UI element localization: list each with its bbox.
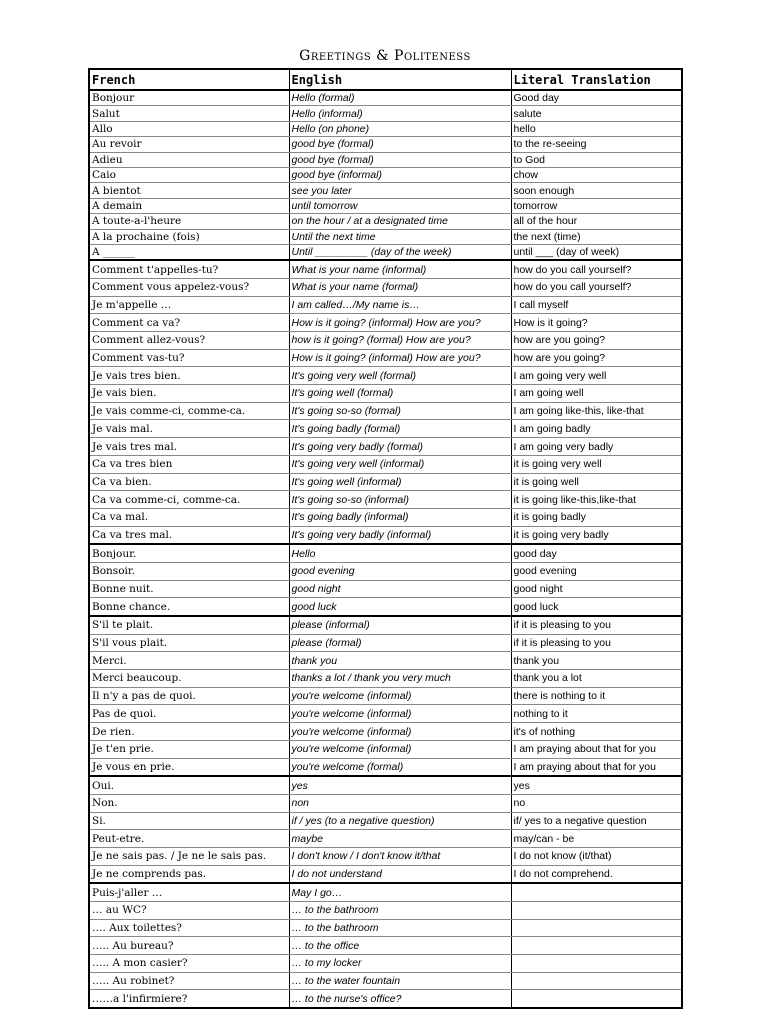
english-cell: see you later [289, 183, 511, 198]
literal-translation-cell: may/can - be [511, 830, 682, 848]
french-cell: A toute-a-l'heure [89, 214, 289, 229]
table-row [89, 526, 682, 544]
table-row [89, 616, 682, 634]
french-cell: Comment vas-tu? [89, 349, 289, 367]
literal-translation-cell: Good day [511, 90, 682, 106]
english-cell: please (formal) [289, 634, 511, 652]
french-cell: Bonne chance. [89, 598, 289, 616]
table-row [89, 883, 682, 901]
table-row [89, 562, 682, 580]
french-cell: Je ne sais pas. / Je ne le sais pas. [89, 847, 289, 865]
english-cell: maybe [289, 830, 511, 848]
literal-translation-cell: to the re-seeing [511, 137, 682, 152]
table-row [89, 332, 682, 350]
table-row [89, 420, 682, 438]
english-cell: It's going badly (formal) [289, 420, 511, 438]
literal-translation-cell: it is going well [511, 473, 682, 491]
english-cell: It's going very badly (formal) [289, 438, 511, 456]
literal-translation-cell: I am going well [511, 385, 682, 403]
french-cell: Je t'en prie. [89, 740, 289, 758]
literal-translation-cell: I am going very well [511, 367, 682, 385]
french-cell: Puis-j'aller … [89, 883, 289, 901]
english-cell: until tomorrow [289, 198, 511, 213]
literal-translation-cell: no [511, 794, 682, 812]
table-row [89, 758, 682, 776]
table-row [89, 972, 682, 990]
french-cell: Bonjour. [89, 544, 289, 562]
literal-translation-cell: I am going like-this, like-that [511, 402, 682, 420]
literal-translation-cell [511, 919, 682, 937]
french-cell: Allo [89, 121, 289, 136]
literal-translation-cell [511, 937, 682, 955]
french-cell: Salut [89, 106, 289, 121]
table-row [89, 687, 682, 705]
french-cell: Je ne comprends pas. [89, 865, 289, 883]
table-row [89, 919, 682, 937]
english-cell: how is it going? (formal) How are you? [289, 332, 511, 350]
english-cell: Hello (on phone) [289, 121, 511, 136]
english-cell: I do not understand [289, 865, 511, 883]
english-cell: you're welcome (informal) [289, 705, 511, 723]
table-row [89, 296, 682, 314]
table-row [89, 580, 682, 598]
literal-translation-cell: how do you call yourself? [511, 260, 682, 278]
table-row [89, 830, 682, 848]
literal-translation-cell: soon enough [511, 183, 682, 198]
french-cell: Il n'y a pas de quoi. [89, 687, 289, 705]
english-cell: good bye (formal) [289, 137, 511, 152]
table-row [89, 865, 682, 883]
table-row [89, 438, 682, 456]
table-row [89, 794, 682, 812]
literal-translation-cell: it's of nothing [511, 723, 682, 741]
table-row [89, 121, 682, 136]
english-cell: I don't know / I don't know it/that [289, 847, 511, 865]
french-cell: Comment vous appelez-vous? [89, 278, 289, 296]
french-cell: Comment t'appelles-tu? [89, 260, 289, 278]
english-cell: … to the nurse's office? [289, 990, 511, 1008]
literal-translation-cell: there is nothing to it [511, 687, 682, 705]
literal-translation-cell: nothing to it [511, 705, 682, 723]
literal-translation-cell: the next (time) [511, 229, 682, 244]
french-cell: Je vais tres bien. [89, 367, 289, 385]
french-cell: A la prochaine (fois) [89, 229, 289, 244]
english-cell: good night [289, 580, 511, 598]
table-row [89, 937, 682, 955]
english-cell: if / yes (to a negative question) [289, 812, 511, 830]
english-cell: you're welcome (informal) [289, 723, 511, 741]
literal-translation-cell: if it is pleasing to you [511, 634, 682, 652]
french-cell: Non. [89, 794, 289, 812]
french-cell: Au revoir [89, 137, 289, 152]
literal-translation-cell: how do you call yourself? [511, 278, 682, 296]
french-cell: A demain [89, 198, 289, 213]
table-row [89, 278, 682, 296]
literal-translation-cell: tomorrow [511, 198, 682, 213]
french-cell: Je vais mal. [89, 420, 289, 438]
english-cell: It's going very well (informal) [289, 455, 511, 473]
english-cell: non [289, 794, 511, 812]
table-row [89, 544, 682, 562]
english-cell: … to the bathroom [289, 902, 511, 920]
french-cell: Merci. [89, 652, 289, 670]
french-cell: Bonne nuit. [89, 580, 289, 598]
literal-translation-cell: until ___ (day of week) [511, 244, 682, 260]
column-header-literal-translation: Literal Translation [511, 69, 682, 90]
table-row [89, 152, 682, 167]
french-cell: Bonsoir. [89, 562, 289, 580]
french-cell: Comment allez-vous? [89, 332, 289, 350]
english-cell: May I go… [289, 883, 511, 901]
french-cell: ….. Au bureau? [89, 937, 289, 955]
table-row [89, 670, 682, 688]
table-row [89, 183, 682, 198]
table-row [89, 705, 682, 723]
french-cell: Bonjour [89, 90, 289, 106]
literal-translation-cell [511, 990, 682, 1008]
literal-translation-cell: I am praying about that for you [511, 758, 682, 776]
literal-translation-cell: it is going very badly [511, 526, 682, 544]
french-cell: Adieu [89, 152, 289, 167]
table-row [89, 723, 682, 741]
table-row [89, 385, 682, 403]
table-row [89, 812, 682, 830]
literal-translation-cell: thank you a lot [511, 670, 682, 688]
english-cell: I am called…/My name is… [289, 296, 511, 314]
table-row [89, 740, 682, 758]
literal-translation-cell: hello [511, 121, 682, 136]
english-cell: good luck [289, 598, 511, 616]
table-header-row [89, 69, 682, 90]
table-row [89, 902, 682, 920]
literal-translation-cell: it is going very well [511, 455, 682, 473]
literal-translation-cell: yes [511, 776, 682, 794]
french-cell: Ca va tres mal. [89, 526, 289, 544]
french-cell: A ______ [89, 244, 289, 260]
french-cell: Ca va mal. [89, 508, 289, 526]
french-cell: Peut-etre. [89, 830, 289, 848]
literal-translation-cell: I am praying about that for you [511, 740, 682, 758]
english-cell: please (informal) [289, 616, 511, 634]
english-cell: you're welcome (informal) [289, 687, 511, 705]
french-cell: Je vous en prie. [89, 758, 289, 776]
french-cell: A bientot [89, 183, 289, 198]
english-cell: How is it going? (informal) How are you? [289, 314, 511, 332]
french-cell: … au WC? [89, 902, 289, 920]
english-cell: What is your name (informal) [289, 260, 511, 278]
literal-translation-cell: good night [511, 580, 682, 598]
table-row [89, 990, 682, 1008]
table-row [89, 776, 682, 794]
literal-translation-cell: I am going badly [511, 420, 682, 438]
english-cell: It's going very badly (informal) [289, 526, 511, 544]
literal-translation-cell: if it is pleasing to you [511, 616, 682, 634]
french-cell: Ca va comme-ci, comme-ca. [89, 491, 289, 509]
literal-translation-cell: good day [511, 544, 682, 562]
literal-translation-cell [511, 972, 682, 990]
english-cell: you're welcome (informal) [289, 740, 511, 758]
literal-translation-cell: it is going like-this,like-that [511, 491, 682, 509]
french-cell: Ca va bien. [89, 473, 289, 491]
literal-translation-cell: I do not know (it/that) [511, 847, 682, 865]
literal-translation-cell [511, 883, 682, 901]
french-cell: ……a l'infirmiere? [89, 990, 289, 1008]
literal-translation-cell: How is it going? [511, 314, 682, 332]
literal-translation-cell: I call myself [511, 296, 682, 314]
english-cell: … to the water fountain [289, 972, 511, 990]
literal-translation-cell: I do not comprehend. [511, 865, 682, 883]
literal-translation-cell: to God [511, 152, 682, 167]
english-cell: It's going so-so (formal) [289, 402, 511, 420]
english-cell: Hello (informal) [289, 106, 511, 121]
literal-translation-cell: good evening [511, 562, 682, 580]
english-cell: What is your name (formal) [289, 278, 511, 296]
literal-translation-cell [511, 955, 682, 973]
french-cell: De rien. [89, 723, 289, 741]
table-row [89, 473, 682, 491]
table-row [89, 634, 682, 652]
french-cell: Pas de quoi. [89, 705, 289, 723]
table-row [89, 652, 682, 670]
french-cell: Je vais bien. [89, 385, 289, 403]
table-row [89, 90, 682, 106]
table-row [89, 244, 682, 260]
literal-translation-cell [511, 902, 682, 920]
english-cell: It's going very well (formal) [289, 367, 511, 385]
french-cell: Je vais comme-ci, comme-ca. [89, 402, 289, 420]
table-row [89, 229, 682, 244]
table-row [89, 314, 682, 332]
french-cell: ….. A mon casier? [89, 955, 289, 973]
english-cell: It's going well (formal) [289, 385, 511, 403]
table-row [89, 367, 682, 385]
literal-translation-cell: chow [511, 167, 682, 182]
english-cell: Hello [289, 544, 511, 562]
literal-translation-cell: I am going very badly [511, 438, 682, 456]
english-cell: good bye (formal) [289, 152, 511, 167]
table-row [89, 955, 682, 973]
french-cell: S'il vous plait. [89, 634, 289, 652]
french-cell: …. Aux toilettes? [89, 919, 289, 937]
vocabulary-table [88, 68, 683, 1009]
english-cell: thanks a lot / thank you very much [289, 670, 511, 688]
literal-translation-cell: all of the hour [511, 214, 682, 229]
french-cell: Ca va tres bien [89, 455, 289, 473]
french-cell: ….. Au robinet? [89, 972, 289, 990]
english-cell: How is it going? (informal) How are you? [289, 349, 511, 367]
french-cell: Caio [89, 167, 289, 182]
english-cell: Hello (formal) [289, 90, 511, 106]
english-cell: … to my locker [289, 955, 511, 973]
table-row [89, 137, 682, 152]
table-row [89, 349, 682, 367]
literal-translation-cell: if/ yes to a negative question [511, 812, 682, 830]
table-row [89, 491, 682, 509]
table-row [89, 260, 682, 278]
table-row [89, 598, 682, 616]
french-cell: Je m'appelle … [89, 296, 289, 314]
english-cell: It's going badly (informal) [289, 508, 511, 526]
literal-translation-cell: how are you going? [511, 349, 682, 367]
french-cell: Comment ca va? [89, 314, 289, 332]
english-cell: It's going well (informal) [289, 473, 511, 491]
english-cell: thank you [289, 652, 511, 670]
literal-translation-cell: good luck [511, 598, 682, 616]
english-cell: good evening [289, 562, 511, 580]
english-cell: you're welcome (formal) [289, 758, 511, 776]
english-cell: It's going so-so (informal) [289, 491, 511, 509]
english-cell: … to the office [289, 937, 511, 955]
french-cell: Merci beaucoup. [89, 670, 289, 688]
table-row [89, 508, 682, 526]
french-cell: Si. [89, 812, 289, 830]
literal-translation-cell: how are you going? [511, 332, 682, 350]
english-cell: … to the bathroom [289, 919, 511, 937]
english-cell: Until _________ (day of the week) [289, 244, 511, 260]
table-row [89, 106, 682, 121]
english-cell: yes [289, 776, 511, 794]
literal-translation-cell: thank you [511, 652, 682, 670]
french-cell: Oui. [89, 776, 289, 794]
table-row [89, 847, 682, 865]
french-cell: S'il te plait. [89, 616, 289, 634]
english-cell: on the hour / at a designated time [289, 214, 511, 229]
table-row [89, 455, 682, 473]
table-row [89, 402, 682, 420]
literal-translation-cell: salute [511, 106, 682, 121]
table-row [89, 198, 682, 213]
table-body [89, 90, 682, 1008]
page-title: Greetings & Politeness [299, 48, 471, 64]
table-row [89, 214, 682, 229]
english-cell: Until the next time [289, 229, 511, 244]
english-cell: good bye (informal) [289, 167, 511, 182]
french-cell: Je vais tres mal. [89, 438, 289, 456]
table-row [89, 167, 682, 182]
literal-translation-cell: it is going badly [511, 508, 682, 526]
column-header-english: English [289, 69, 511, 90]
column-header-french: French [89, 69, 289, 90]
